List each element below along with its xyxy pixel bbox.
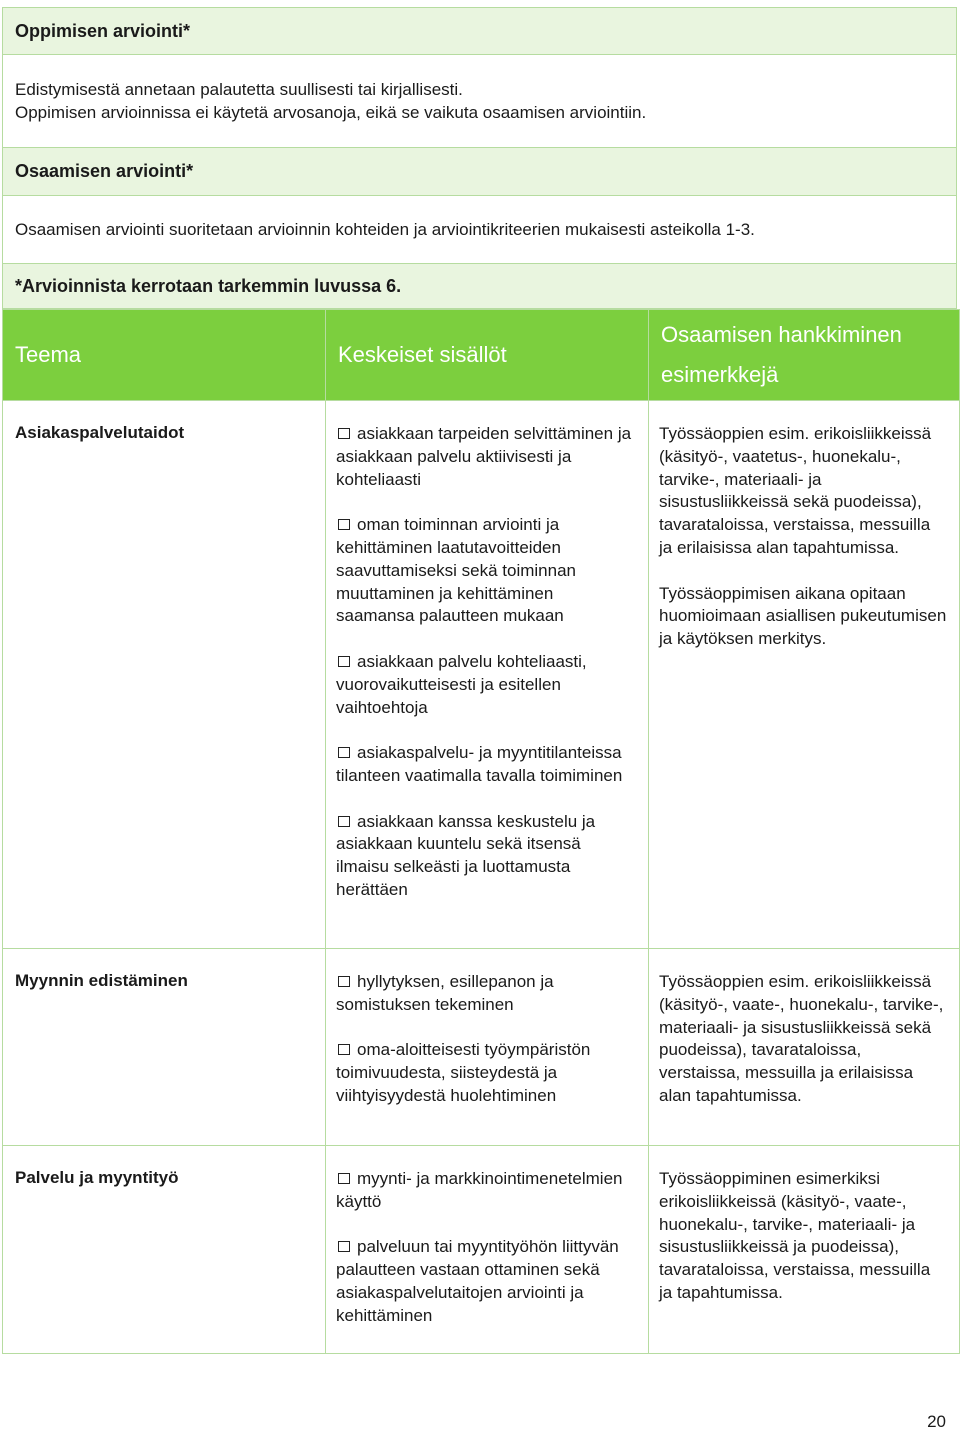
list-item: hyllytyksen, esillepanon ja somistuksen tekeminen <box>336 972 554 1014</box>
oppimisen-line-1: Edistymisestä annetaan palautetta suullisesti tai kirjallisesti. <box>15 80 463 99</box>
examples-cell <box>649 949 960 1146</box>
list-item: asiakkaan kanssa keskustelu ja asiakkaan kuuntelu sekä itsensä ilmaisu selkeästi ja luottamusta herättäen <box>336 811 596 899</box>
example-paragraph: Työssäoppimisen aikana opitaan huomioimaan asiallisen pukeutumisen ja käytöksen merkitys. <box>659 583 947 649</box>
checkbox-icon <box>338 816 350 827</box>
list-item: palveluun tai myyntityöhön liittyvän palautteen vastaan ottaminen sekä asiakaspalvelutaitojen arviointi ja kehittäminen <box>336 1237 619 1325</box>
header-osaamisen-hankkiminen <box>649 310 960 401</box>
checkbox-icon <box>338 519 350 530</box>
page-number: 20 <box>927 1412 946 1431</box>
oppimisen-line-2: Oppimisen arvioinnissa ei käytetä arvosanoja, eikä se vaikuta osaamisen arviointiin. <box>15 103 647 122</box>
footnote-row <box>2 264 957 309</box>
content-cell <box>326 949 649 1146</box>
checkbox-icon <box>338 976 350 987</box>
header-hankkiminen-line-1: Osaamisen hankkiminen <box>661 322 902 347</box>
example-paragraph: Työssäoppiminen esimerkiksi erikoisliikkeissä (käsityö-, vaate-, huonekalu-, tarvike-, materiaali- ja sisustusliikkeissä ja puodeissa), tavarataloissa, verstaissa, messuilla ja tapahtumissa. <box>659 1169 931 1302</box>
list-item: asiakkaan palvelu kohteliaasti, vuorovaikutteisesti ja esitellen vaihtoehtoja <box>336 651 587 717</box>
examples-cell <box>649 1146 960 1354</box>
example-paragraph: Työssäoppien esim. erikoisliikkeissä (käsityö-, vaate-, huonekalu-, tarvike-, materiaali- ja sisustusliikkeissä sekä puodeissa), tavarataloissa, verstaissa, messuilla ja erilaisissa alan tapahtumissa. <box>659 972 944 1105</box>
list-item: myynti- ja markkinointimenetelmien käyttö <box>336 1169 623 1211</box>
oppimisen-arviointi-body <box>2 55 957 148</box>
osaamisen-arviointi-title: Osaamisen arviointi* <box>15 161 194 181</box>
example-paragraph: Työssäoppien esim. erikoisliikkeissä (käsityö-, vaatetus-, huonekalu-, tarvike-, materiaali- ja sisustusliikkeissä sekä puodeissa), tavarataloissa, verstaissa, messuilla ja erilaisissa alan tapahtumissa. <box>659 424 932 557</box>
osaamisen-text: Osaamisen arviointi suoritetaan arvioinnin kohteiden ja arviointikriteerien mukaisesti asteikolla 1-3. <box>15 219 755 239</box>
header-keskeiset-sisallot: Keskeiset sisällöt <box>326 310 649 401</box>
oppimisen-arviointi-heading <box>2 7 957 55</box>
examples-cell <box>649 401 960 949</box>
list-item: asiakaspalvelu- ja myyntitilanteissa tilanteen vaatimalla tavalla toimiminen <box>336 743 623 785</box>
checkbox-icon <box>338 747 350 758</box>
oppimisen-arviointi-title: Oppimisen arviointi* <box>15 20 191 41</box>
table-header-row <box>3 310 960 401</box>
table-row <box>3 401 960 949</box>
content-cell <box>326 1146 649 1354</box>
content-cell <box>326 401 649 949</box>
table-row <box>3 949 960 1146</box>
topic-cell: Asiakaspalvelutaidot <box>3 401 326 949</box>
table-row <box>3 1146 960 1354</box>
content-table <box>2 309 960 1354</box>
checkbox-icon <box>338 1241 350 1252</box>
header-hankkiminen-line-2: esimerkkejä <box>661 362 779 387</box>
list-item: oman toiminnan arviointi ja kehittäminen laatutavoitteiden saavuttamiseksi sekä toiminnan muuttaminen ja kehittäminen saamansa palautteen mukaan <box>336 515 577 626</box>
list-item: oma-aloitteisesti työympäristön toimivuudesta, siisteydestä ja viihtyisyydestä huolehtiminen <box>336 1040 591 1105</box>
document-frame <box>2 7 957 1354</box>
checkbox-icon <box>338 428 350 439</box>
checkbox-icon <box>338 656 350 667</box>
topic-cell: Palvelu ja myyntityö <box>3 1146 326 1354</box>
osaamisen-arviointi-heading <box>2 148 957 196</box>
list-item: asiakkaan tarpeiden selvittäminen ja asiakkaan palvelu aktiivisesti ja kohteliaasti <box>336 424 632 489</box>
topic-cell: Myynnin edistäminen <box>3 949 326 1146</box>
checkbox-icon <box>338 1044 350 1055</box>
footnote-text: *Arvioinnista kerrotaan tarkemmin luvussa 6. <box>15 275 402 296</box>
osaamisen-arviointi-body <box>2 196 957 264</box>
header-teema: Teema <box>3 310 326 401</box>
checkbox-icon <box>338 1173 350 1184</box>
